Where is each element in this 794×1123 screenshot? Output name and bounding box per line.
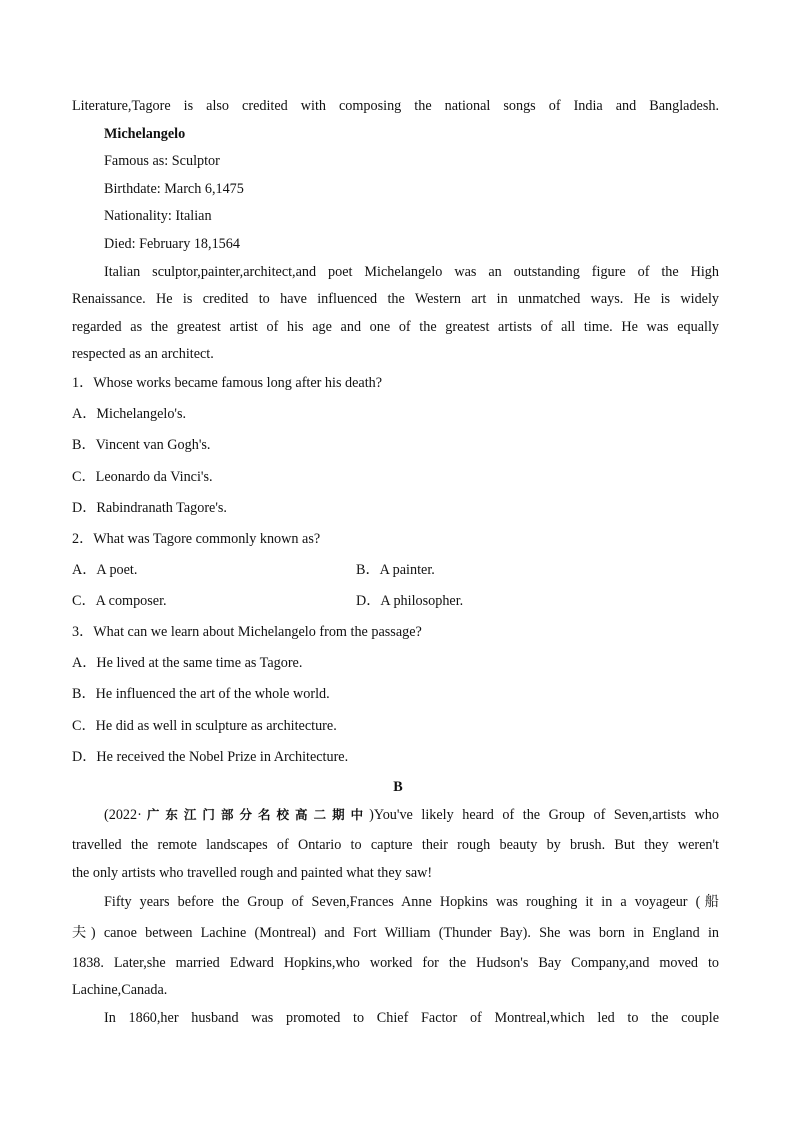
question-3-option-d: D．He received the Nobel Prize in Architecture. bbox=[72, 749, 349, 765]
paragraph-line: Fifty years before the Group of Seven,Frances Anne Hopkins was roughing it in a voyageur (船 bbox=[104, 894, 719, 910]
profile-name: Michelangelo bbox=[104, 126, 186, 142]
question-2-option-b: B．A painter. bbox=[356, 562, 435, 578]
question-3-option-c: C．He did as well in sculpture as architecture. bbox=[72, 718, 337, 734]
source-close: ) bbox=[369, 807, 374, 823]
profile-famous-as: Famous as: Sculptor bbox=[104, 153, 220, 169]
question-3-option-b: B．He influenced the art of the whole world. bbox=[72, 686, 330, 702]
profile-nationality: Nationality: Italian bbox=[104, 208, 212, 224]
paragraph-line: Lachine,Canada. bbox=[72, 982, 168, 998]
paragraph-line: respected as an architect. bbox=[72, 346, 214, 362]
paragraph-line: 夫) canoe between Lachine (Montreal) and Fort William (Thunder Bay). She was born in England in bbox=[72, 925, 719, 941]
paragraph-line: regarded as the greatest artist of his age and one of the greatest artists of all time. He was equally bbox=[72, 319, 719, 335]
section-b-heading: B bbox=[393, 779, 403, 795]
question-2-option-d: D．A philosopher. bbox=[356, 593, 464, 609]
question-3-option-a: A．He lived at the same time as Tagore. bbox=[72, 655, 303, 671]
paragraph-line bbox=[104, 805, 719, 825]
paragraph-line: In 1860,her husband was promoted to Chief Factor of Montreal,which led to the couple bbox=[104, 1010, 719, 1026]
question-1-stem: 1．Whose works became famous long after his death? bbox=[72, 375, 383, 391]
question-1-option-c: C．Leonardo da Vinci's. bbox=[72, 469, 213, 485]
source-note bbox=[104, 807, 374, 823]
paragraph-line: the only artists who travelled rough and painted what they saw! bbox=[72, 865, 433, 881]
profile-birthdate: Birthdate: March 6,1475 bbox=[104, 181, 244, 197]
question-2-stem: 2．What was Tagore commonly known as? bbox=[72, 531, 321, 547]
question-1-option-a: A．Michelangelo's. bbox=[72, 406, 187, 422]
passage-a-text-line: Literature,Tagore is also credited with composing the national songs of India and Bangladesh. bbox=[72, 98, 719, 114]
question-2-option-c: C．A composer. bbox=[72, 593, 167, 609]
source-open: (2022· bbox=[104, 807, 142, 823]
question-1-option-b: B．Vincent van Gogh's. bbox=[72, 437, 211, 453]
paragraph-line: 1838. Later,she married Edward Hopkins,who worked for the Hudson's Bay Company,and moved to bbox=[72, 955, 719, 971]
paragraph-text: You've likely heard of the Group of Seven,artists who bbox=[373, 807, 719, 823]
paragraph-line: travelled the remote landscapes of Ontario to capture their rough beauty by brush. But they weren't bbox=[72, 837, 719, 853]
paragraph-line: Italian sculptor,painter,architect,and poet Michelangelo was an outstanding figure of the High bbox=[104, 264, 719, 280]
profile-died: Died: February 18,1564 bbox=[104, 236, 240, 252]
question-3-stem: 3．What can we learn about Michelangelo from the passage? bbox=[72, 624, 422, 640]
paragraph-line: Renaissance. He is credited to have influenced the Western art in unmatched ways. He is widely bbox=[72, 291, 719, 307]
question-1-option-d: D．Rabindranath Tagore's. bbox=[72, 500, 227, 516]
source-name: 广东江门部分名校高二期中 bbox=[141, 807, 370, 822]
question-2-option-a: A．A poet. bbox=[72, 562, 138, 578]
